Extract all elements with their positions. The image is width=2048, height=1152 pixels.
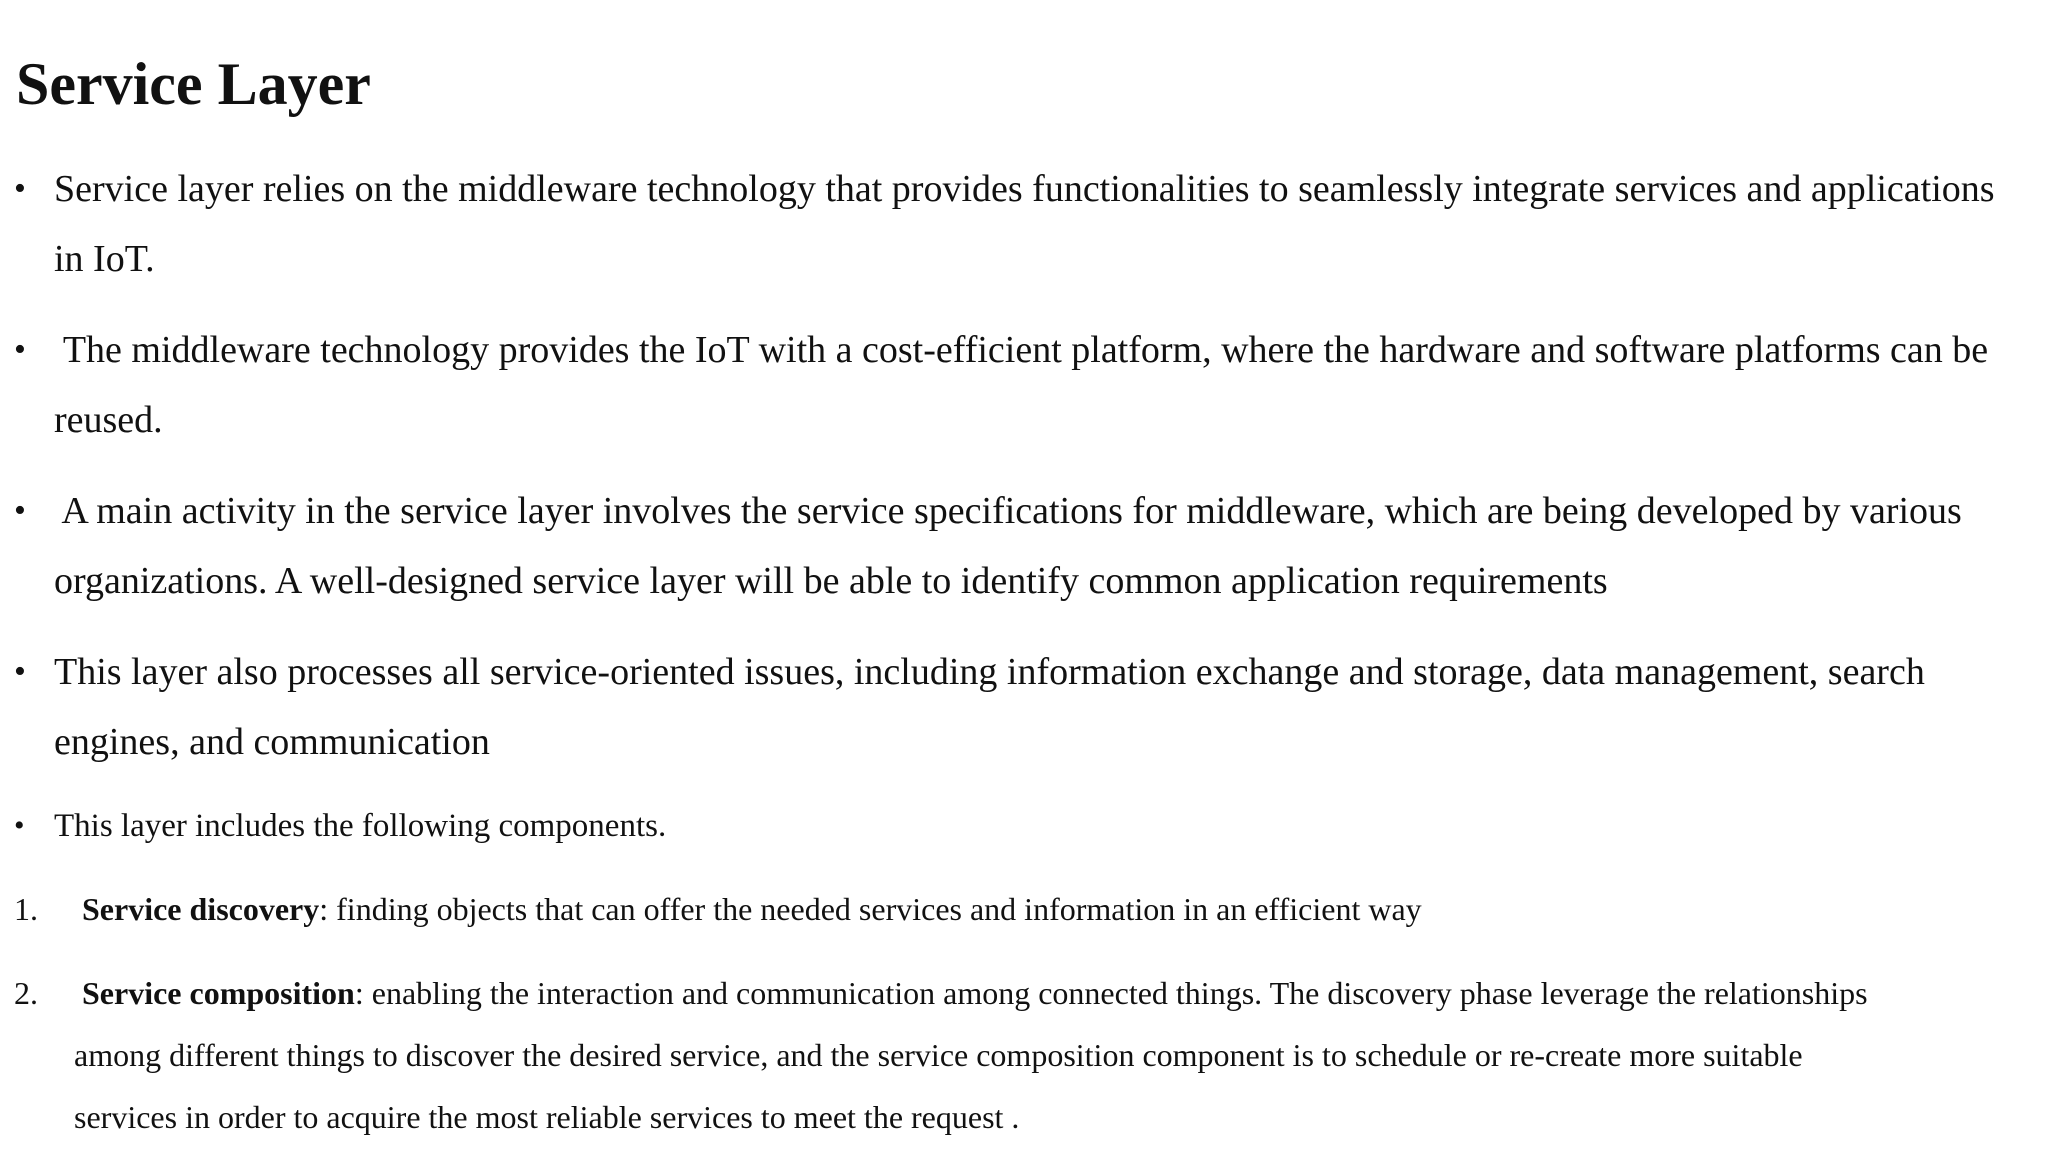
bullet-marker: • — [14, 492, 26, 529]
component-number: 2. — [14, 975, 38, 1011]
bullet-text — [54, 476, 2044, 616]
bullet-line: in IoT. — [54, 238, 155, 280]
bullet-text — [54, 154, 2044, 294]
component-number: 1. — [14, 891, 38, 927]
bullet-line: organizations. A well-designed service layer will be able to identify common application requirements — [54, 560, 1608, 602]
bullet-line: reused. — [54, 399, 163, 441]
component-continuation: services in order to acquire the most reliable services to meet the request . — [74, 1099, 1020, 1135]
component-term: Service composition — [82, 975, 355, 1011]
component-continuation: among different things to discover the desired service, and the service composition component is to schedule or re-create more suitable — [74, 1037, 1803, 1073]
bullet-line: This layer also processes all service-oriented issues, including information exchange and storage, data management, search — [54, 651, 1925, 693]
bullet-marker: • — [14, 331, 26, 368]
bullet-marker: • — [14, 653, 26, 690]
component-term: Service discovery — [82, 891, 320, 927]
bullet-line: A main activity in the service layer involves the service specifications for middleware, which are being developed by various — [54, 490, 1962, 532]
component-text — [82, 878, 2042, 940]
bullet-marker: • — [14, 809, 25, 842]
component-desc: : enabling the interaction and communication among connected things. The discovery phase leverage the relationships — [354, 975, 1868, 1011]
bullet-line: Service layer relies on the middleware technology that provides functionalities to seamlessly integrate services and applications — [54, 168, 1995, 210]
bullet-line: The middleware technology provides the IoT with a cost-efficient platform, where the hardware and software platforms can be — [54, 329, 1989, 371]
bullet-text — [54, 637, 2044, 777]
bullet-text — [54, 795, 2044, 857]
bullet-text — [54, 315, 2044, 455]
bullet-line: engines, and communication — [54, 721, 490, 763]
bullet-line: This layer includes the following components. — [54, 808, 667, 844]
component-text — [82, 962, 2042, 1024]
slide-title: Service Layer — [16, 51, 371, 117]
component-desc: : finding objects that can offer the needed services and information in an efficient way — [319, 891, 1422, 927]
bullet-marker: • — [14, 170, 26, 207]
